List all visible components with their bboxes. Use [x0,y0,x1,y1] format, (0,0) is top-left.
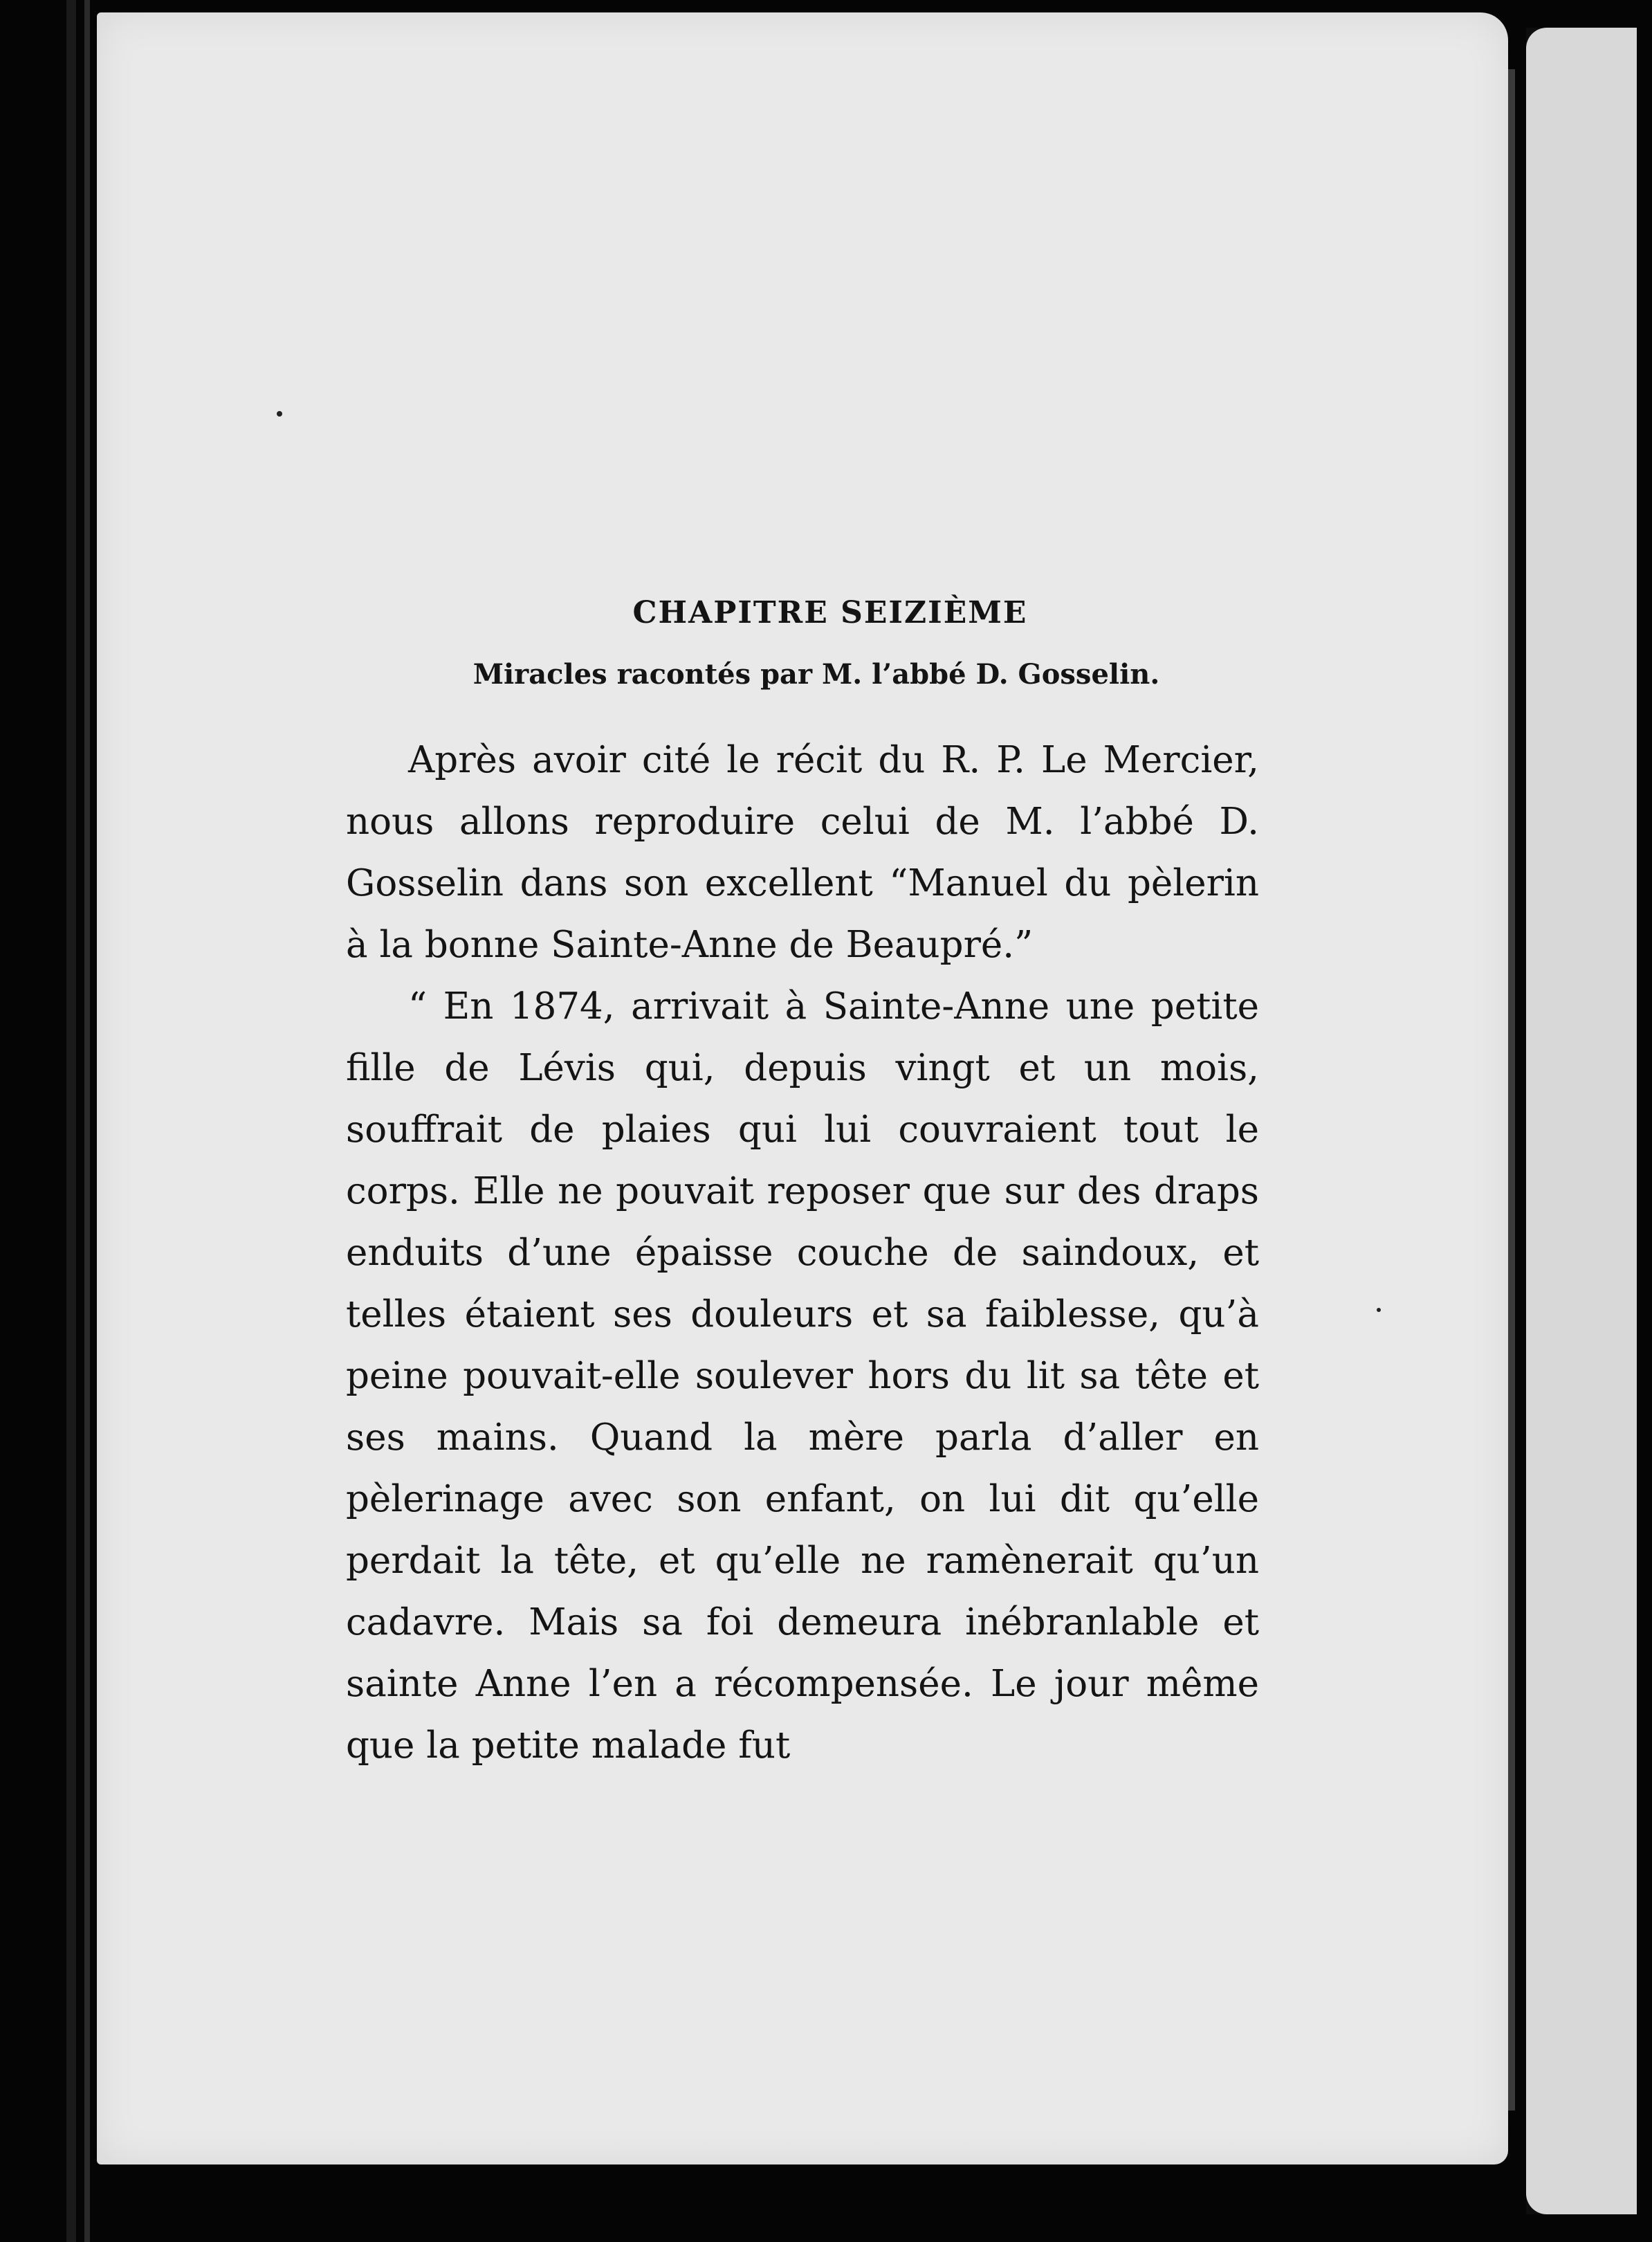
adjacent-page-edge [1526,28,1637,2214]
paragraph: “ En 1874, arrivait à Sainte-Anne une petite fille de Lévis qui, depuis vingt et un mois, souffrait de plaies qui lui couvraient tout le corps. Elle ne pouvait reposer que sur des draps enduits d’une épaisse couche de saindoux, et telles étaient ses douleurs et sa faiblesse, qu’à peine pouvait-elle soulever hors du lit sa tête et ses mains. Quand la mère parla d’aller en pèlerinage avec son enfant, on lui dit qu’elle perdait la tête, et qu’elle ne ramènerait qu’un cadavre. Mais sa foi demeura inébranlable et sainte Anne l’en a récompensée. Le jour même que la petite malade fut [346,985,1259,1767]
page-right-edge [1508,69,1515,2111]
book-binding-edge-inner [84,0,90,2242]
book-binding-edge [66,0,76,2242]
paragraph: Après avoir cité le récit du R. P. Le Mercier, nous allons reproduire celui de M. l’abbé D. Gosselin dans son excellent “Manuel du pèlerin à la bonne Sainte-Anne de Beaupré.” [346,739,1259,966]
print-speck [1377,1308,1381,1312]
page-text [346,595,1259,1776]
print-speck [277,411,282,417]
chapter-subtitle: Miracles racontés par M. l’abbé D. Gosselin. [472,658,1160,691]
chapter-title: CHAPITRE SEIZIÈME [632,595,1028,630]
